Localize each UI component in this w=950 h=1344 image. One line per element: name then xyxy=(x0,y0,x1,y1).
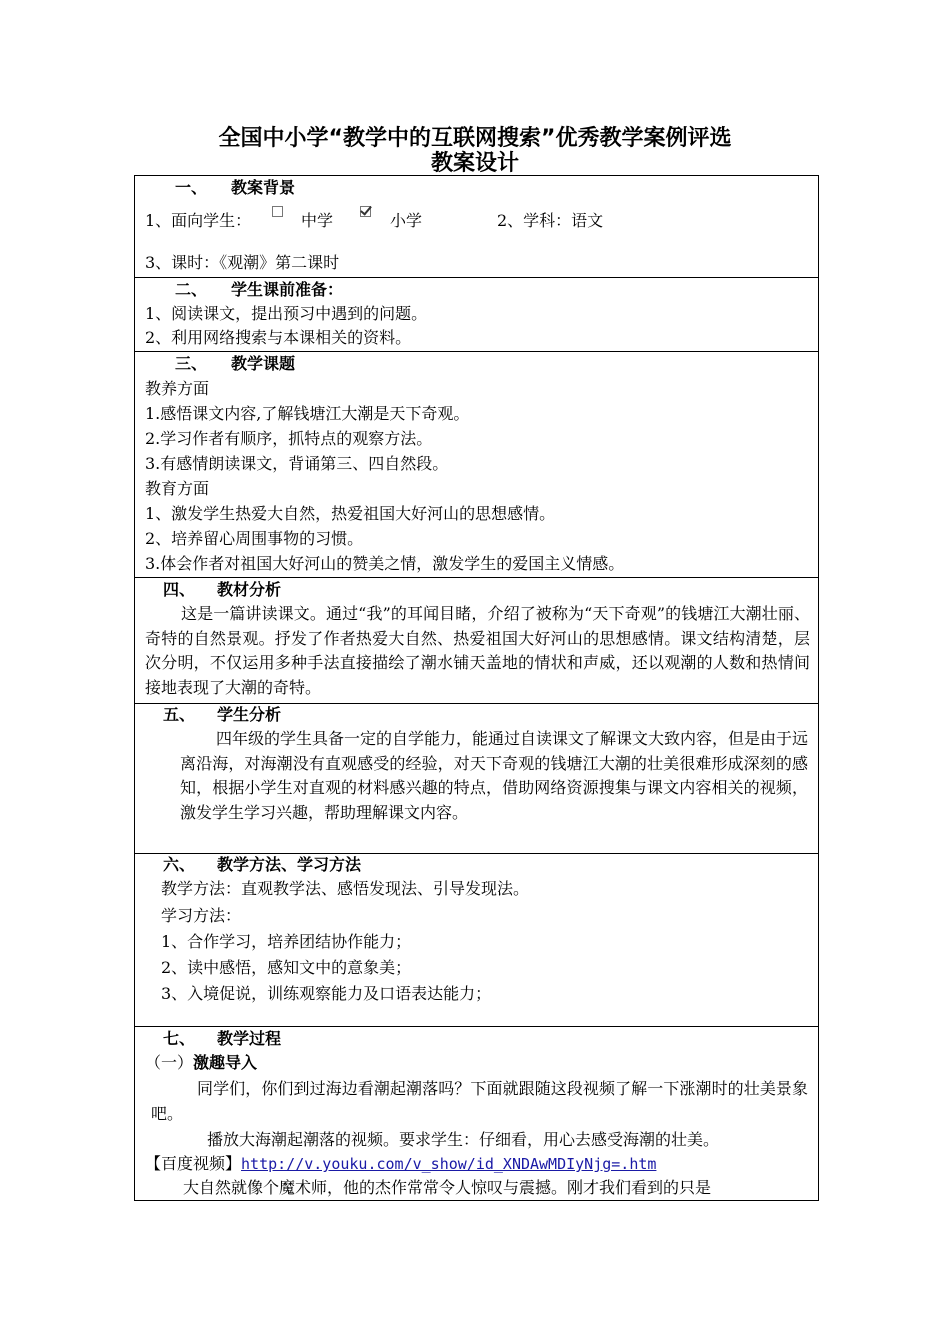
section-number: 一、 xyxy=(175,178,208,197)
section-heading xyxy=(163,704,282,726)
methods-line: 2、读中感悟，感知文中的意象美； xyxy=(161,958,412,977)
video-link-row xyxy=(145,1153,656,1175)
topic-line: 2.学习作者有顺序，抓特点的观察方法。 xyxy=(145,429,433,448)
topic-line: 3.有感情朗读课文，背诵第三、四自然段。 xyxy=(145,454,449,473)
section-heading xyxy=(163,854,362,876)
section-material-analysis xyxy=(135,577,818,704)
continuation-paragraph: 大自然就像个魔术师，他的杰作常常令人惊叹与震撼。刚才我们看到的只是 xyxy=(183,1178,712,1197)
section-title: 学生课前准备： xyxy=(231,280,344,299)
option-primary-label: 小学 xyxy=(390,211,423,230)
section-number: 四、 xyxy=(163,580,196,599)
section-background xyxy=(135,176,818,278)
prep-item: 1、阅读课文，提出预习中遇到的问题。 xyxy=(145,304,428,323)
section-heading xyxy=(163,1028,282,1050)
section-number: 五、 xyxy=(163,705,196,724)
section-number: 七、 xyxy=(163,1029,196,1048)
subsection-heading xyxy=(145,1052,257,1074)
video-link[interactable]: http://v.youku.com/v_show/id_XNDAwMDIyNjg=.htm xyxy=(241,1155,657,1173)
topic-line: 1、激发学生热爱大自然，热爱祖国大好河山的思想感情。 xyxy=(145,504,556,523)
section-number: 六、 xyxy=(163,855,196,874)
video-instruction: 播放大海潮起潮落的视频。要求学生：仔细看，用心去感受海潮的壮美。 xyxy=(207,1130,720,1149)
intro-paragraph: 同学们，你们到过海边看潮起潮落吗？下面就跟随这段视频了解一下涨潮时的壮美景象吧。 xyxy=(151,1079,808,1123)
section-number: 二、 xyxy=(175,280,208,299)
section-heading xyxy=(175,353,296,375)
document-title-line2: 教案设计 xyxy=(430,151,519,176)
topic-line: 3.体会作者对祖国大好河山的赞美之情，激发学生的爱国主义情感。 xyxy=(145,554,625,573)
section-heading xyxy=(175,177,296,199)
prep-item: 2、利用网络搜索与本课相关的资料。 xyxy=(145,328,412,347)
section-teaching-process xyxy=(135,1026,818,1200)
section-teaching-topic xyxy=(135,351,818,578)
methods-line: 3、入境促说，训练观察能力及口语表达能力； xyxy=(161,984,492,1003)
option-middle-label: 中学 xyxy=(301,211,334,230)
section-methods xyxy=(135,853,818,1027)
section-title: 学生分析 xyxy=(217,705,282,724)
document-title-line1: 全国中小学“教学中的互联网搜索”优秀教学案例评选 xyxy=(218,126,732,151)
section-title: 教案背景 xyxy=(231,178,296,197)
topic-line: 教育方面 xyxy=(145,479,210,498)
subject-field: 2、学科：语文 xyxy=(497,211,604,230)
lesson-plan-table xyxy=(134,175,819,1201)
section-student-analysis xyxy=(135,703,818,854)
section-title: 教材分析 xyxy=(217,580,282,599)
video-link-label: 【百度视频】 xyxy=(145,1154,242,1173)
middle-school-checkbox[interactable] xyxy=(272,206,283,217)
material-analysis-text: 这是一篇讲读课文。通过“我”的耳闻目睹，介绍了被称为“天下奇观”的钱塘江大潮壮丽、奇特的自然景观。抒发了作者热爱大自然、热爱祖国大好河山的思想感情。课文结构清楚，层次分明，不仅运用多种手法直接描绘了潮水铺天盖地的情状和声威，还以观潮的人数和热情间接地表现了大潮的奇特。 xyxy=(145,604,810,697)
section-title: 教学过程 xyxy=(217,1029,282,1048)
section-title: 教学方法、学习方法 xyxy=(217,855,362,874)
methods-line: 教学方法：直观教学法、感悟发现法、引导发现法。 xyxy=(161,879,530,898)
student-analysis-text: 四年级的学生具备一定的自学能力，能通过自读课文了解课文大致内容，但是由于远离沿海，对海潮没有直观感受的经验，对天下奇观的钱塘江大潮的壮美很难形成深刻的感知，根据小学生对直观的材料感兴趣的特点，借助网络资源搜集与课文内容相关的视频，激发学生学习兴趣，帮助理解课文内容。 xyxy=(180,729,809,822)
section-title: 教学课题 xyxy=(231,354,296,373)
topic-line: 2、培养留心周围事物的习惯。 xyxy=(145,529,364,548)
topic-line: 1.感悟课文内容,了解钱塘江大潮是天下奇观。 xyxy=(145,404,470,423)
section-preparation xyxy=(135,277,818,352)
section-number: 三、 xyxy=(175,354,208,373)
lesson-hours-field: 3、课时：《观潮》第二课时 xyxy=(145,253,340,272)
subsection-number: （一） xyxy=(145,1053,194,1072)
section-heading xyxy=(163,579,282,601)
subsection-title: 激趣导入 xyxy=(193,1053,258,1072)
target-students-label: 1、面向学生： xyxy=(145,211,252,230)
section-heading xyxy=(175,279,344,301)
methods-line: 1、合作学习，培养团结协作能力； xyxy=(161,932,412,951)
topic-line: 教养方面 xyxy=(145,379,210,398)
methods-line: 学习方法： xyxy=(161,906,242,925)
primary-school-checkbox[interactable] xyxy=(360,206,371,217)
